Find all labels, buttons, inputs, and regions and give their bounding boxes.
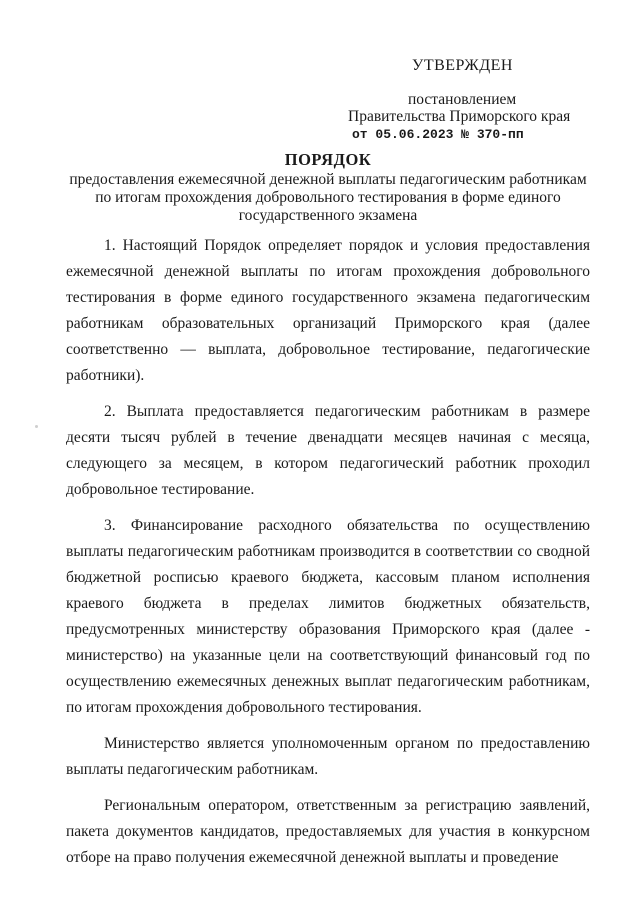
document-body [66, 233, 590, 871]
paragraph-1: 1. Настоящий Порядок определяет порядок и условия предоставления ежемесячной денежной выплаты по итогам прохождения добровольного тестирования в форме единого государственного экзамена педагогическим работникам образовательных организаций Приморского края (далее соответственно — выплата, добровольное тестирование, педагогические работники). [66, 237, 590, 384]
approval-government-label: Правительства Приморского края [348, 108, 571, 125]
paragraph-4: Министерство является уполномоченным органом по предоставлению выплаты педагогическим работникам. [66, 735, 590, 778]
paragraph-5: Региональным оператором, ответственным за регистрацию заявлений, пакета документов кандидатов, предоставляемых для участия в конкурсном отборе на право получения ежемесячной денежной выплаты и проведение [66, 797, 590, 866]
paragraph-2: 2. Выплата предоставляется педагогическим работникам в размере десяти тысяч рублей в течение двенадцати месяцев начиная с месяца, следующего за месяцем, в котором педагогический работник проходил добровольное тестирование. [66, 403, 590, 498]
document-subtitle: предоставления ежемесячной денежной выплаты педагогическим работникам по итогам прохождения добровольного тестирования в форме единого государственного экзамена [69, 171, 587, 224]
paragraph-3: 3. Финансирование расходного обязательства по осуществлению выплаты педагогическим работникам производится в соответствии со сводной бюджетной росписью краевого бюджета, кассовым планом исполнения краевого бюджета в пределах лимитов бюджетных обязательств, предусмотренных министерству образования Приморского края (далее - министерство) на указанные цели на соответствующий финансовый год по осуществлению ежемесячных денежных выплат педагогическим работникам, по итогам прохождения добровольного тестирования. [66, 517, 590, 716]
scan-speck [35, 425, 38, 428]
approval-resolution-label: постановлением [408, 91, 517, 108]
document-title: ПОРЯДОК [284, 150, 372, 169]
document-heading [60, 150, 596, 225]
approval-date-number: от 05.06.2023 № 370-пп [352, 127, 524, 142]
approved-label: УТВЕРЖДЕН [412, 57, 513, 74]
